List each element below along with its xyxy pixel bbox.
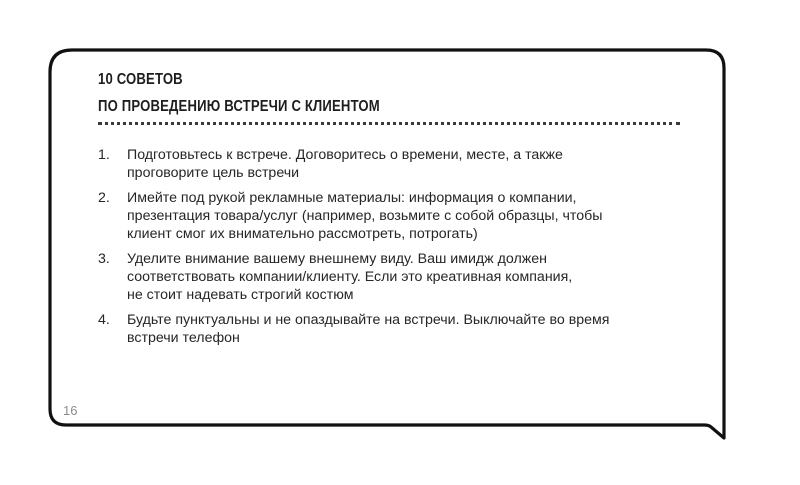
page-title: 10 СОВЕТОВ (98, 71, 183, 88)
list-item-number: 3. (98, 251, 110, 267)
list-item-number: 4. (98, 312, 110, 328)
tips-list (98, 146, 693, 354)
list-item-text: Имейте под рукой рекламные материалы: информация о компании, презентация товара/услуг (например, возьмите с собой образцы, чтобы клиент смог их внимательно рассмотреть, потрогать) (127, 190, 603, 242)
page-number: 16 (63, 403, 78, 418)
list-item (98, 189, 693, 243)
list-item-text: Подготовьтесь к встрече. Договоритесь о времени, месте, а также проговорите цель встречи (127, 147, 563, 181)
list-item-text: Будьте пунктуальны и не опаздывайте на встречи. Выключайте во время встречи телефон (127, 312, 610, 346)
page-subtitle: ПО ПРОВЕДЕНИЮ ВСТРЕЧИ С КЛИЕНТОМ (98, 98, 380, 115)
list-item-number: 2. (98, 190, 110, 206)
tips-card (98, 70, 688, 346)
dotted-divider (98, 122, 680, 128)
list-item (98, 146, 693, 182)
list-item (98, 250, 693, 304)
list-item-text: Уделите внимание вашему внешнему виду. Ваш имидж должен соответствовать компании/клиенту. Если это креативная компания, не стоит надевать строгий костюм (127, 251, 573, 303)
list-item (98, 311, 693, 347)
list-item-number: 1. (98, 147, 110, 163)
